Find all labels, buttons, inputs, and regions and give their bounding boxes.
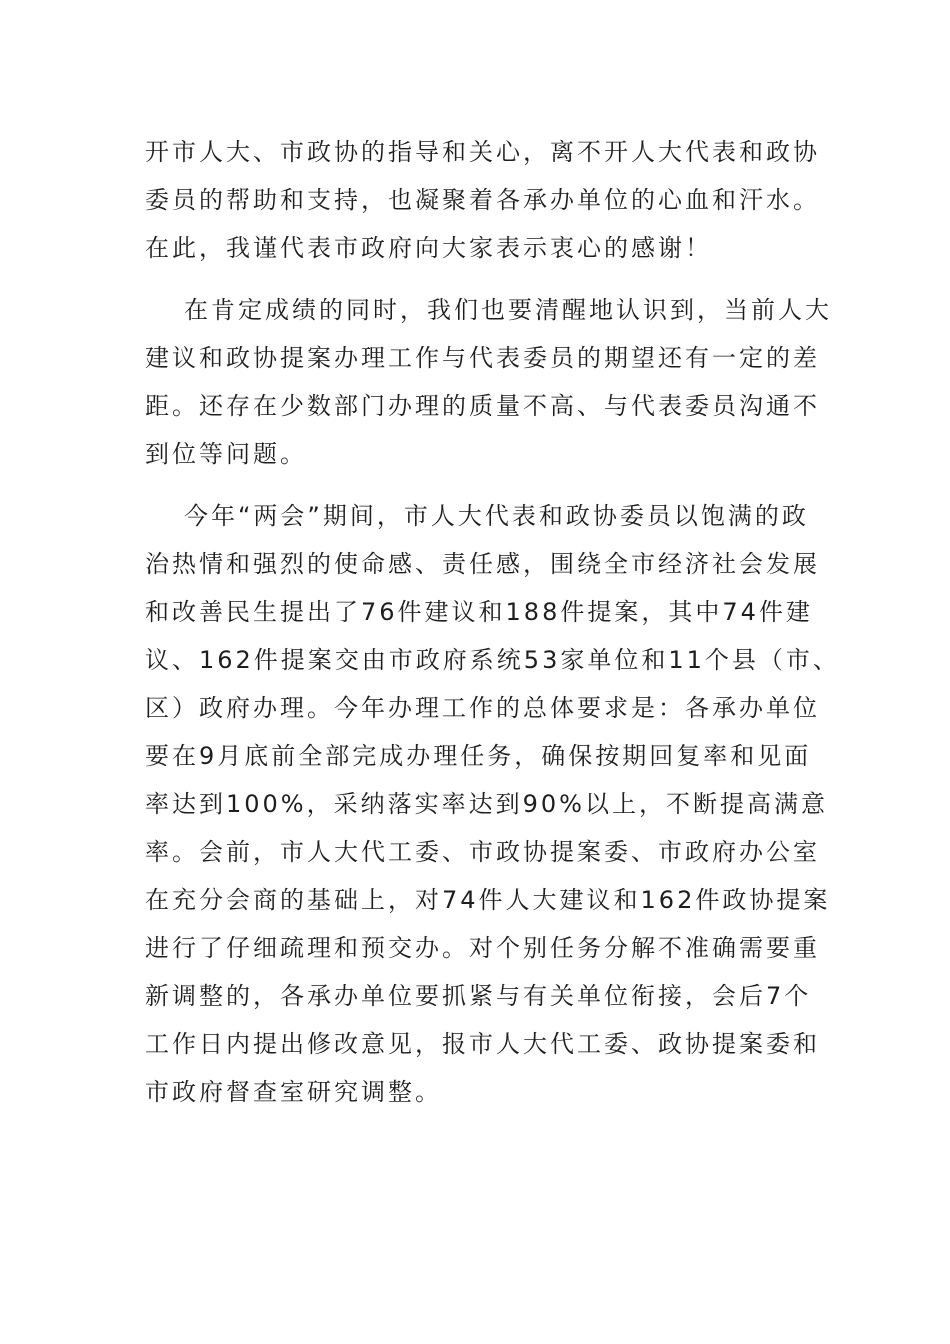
text-line: 工作日内提出修改意见，报市人大代工委、政协提案委和	[145, 1030, 820, 1058]
paragraph-3	[145, 492, 840, 1116]
text-line: 新调整的，各承办单位要抓紧与有关单位衔接，会后7个	[145, 982, 812, 1010]
text-line: 率。会前，市人大代工委、市政协提案委、市政府办公室	[145, 838, 820, 866]
text-line: 距。还存在少数部门办理的质量不高、与代表委员沟通不	[145, 392, 820, 420]
text-line: 进行了仔细疏理和预交办。对个别任务分解不准确需要重	[145, 934, 820, 962]
text-line: 委员的帮助和支持，也凝聚着各承办单位的心血和汗水。	[145, 186, 820, 214]
text-line: 在充分会商的基础上，对74件人大建议和162件政协提案	[145, 886, 831, 914]
text-line: 在肯定成绩的同时，我们也要清醒地认识到，当前人大	[184, 296, 832, 324]
paragraph-spacing	[145, 478, 807, 492]
text-line: 率达到100%，采纳落实率达到90%以上，不断提高满意	[145, 790, 828, 818]
text-line: 到位等问题。	[145, 440, 307, 468]
text-line: 市政府督查室研究调整。	[145, 1078, 442, 1106]
paragraph-spacing	[145, 272, 807, 286]
document-body	[145, 128, 840, 1116]
text-line: 在此，我谨代表市政府向大家表示衷心的感谢！	[145, 234, 712, 262]
paragraph-2	[145, 286, 832, 478]
paragraph-1	[145, 128, 820, 272]
text-line: 今年“两会”期间，市人大代表和政协委员以饱满的政	[184, 502, 809, 530]
text-line: 建议和政协提案办理工作与代表委员的期望还有一定的差	[145, 344, 820, 372]
text-line: 治热情和强烈的使命感、责任感，围绕全市经济社会发展	[145, 550, 820, 578]
text-line: 议、162件提案交由市政府系统53家单位和11个县（市、	[145, 646, 840, 674]
text-line: 开市人大、市政协的指导和关心，离不开人大代表和政协	[145, 138, 820, 166]
text-line: 区）政府办理。今年办理工作的总体要求是：各承办单位	[145, 694, 820, 722]
text-line: 要在9月底前全部完成办理任务，确保按期回复率和见面	[145, 742, 812, 770]
text-line: 和改善民生提出了76件建议和188件提案，其中74件建	[145, 598, 813, 626]
